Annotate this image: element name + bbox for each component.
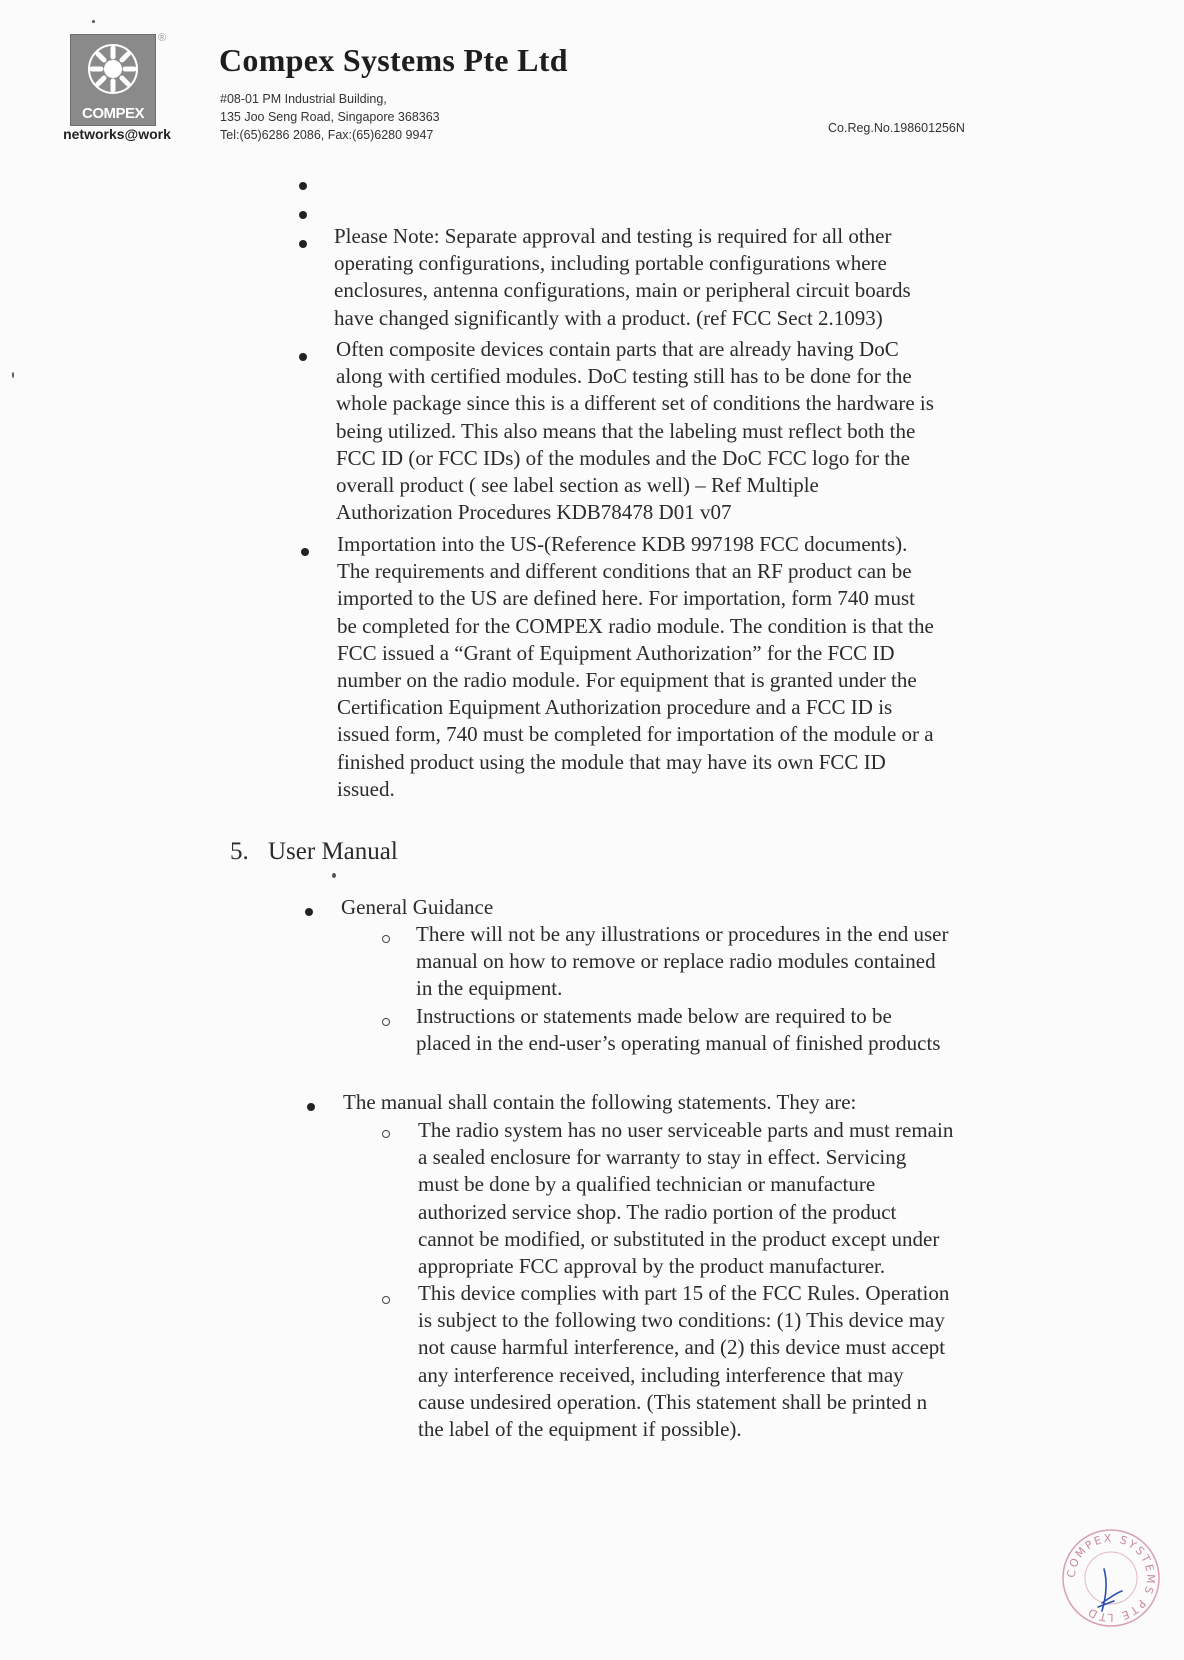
guidance-item-2: Instructions or statements made below are required to be placed in the end-user’s operating manual of finished products — [416, 1004, 941, 1056]
note-paragraph: Please Note: Separate approval and testing is required for all other operating configurations, including portable configurations where enclosures, antenna configurations, main or peripheral circuit boards have changed significantly with a product. (ref FCC Sect 2.1093) — [334, 224, 911, 330]
composite-paragraph: Often composite devices contain parts that are already having DoC along with certified modules. DoC testing still has to be done for the whole package since this is a different set of conditions the hardware is being utilized. This also means that the labeling must reflect both the FCC ID (or FCC IDs) of the modules and the DoC FCC logo for the overall product ( see label section as well) – Ref Multiple Authorization Procedures KDB78478 D01 v07 — [336, 337, 934, 525]
bullet-note — [299, 240, 307, 248]
company-reg-number: Co.Reg.No.198601256N — [828, 121, 965, 135]
logo-word: COMPEX — [81, 105, 144, 122]
registered-mark: ® — [158, 32, 167, 44]
logo-wheel-icon — [71, 35, 155, 105]
bullet-importation — [301, 548, 309, 556]
sub-bullet-statement-1 — [382, 1130, 390, 1138]
statement-item-2: This device complies with part 15 of the FCC Rules. Operation is subject to the following two conditions: (1) This device may not cause harmful interference, and (2) this device must accept any interference received, including interference that may cause undesired operation. (This statement shall be printed n the label of the equipment if possible). — [418, 1281, 950, 1442]
manual-statements-label: The manual shall contain the following statements. They are: — [343, 1090, 857, 1114]
scan-speck — [332, 873, 336, 878]
bullet-general-guidance — [305, 908, 313, 916]
company-name: Compex Systems Pte Ltd — [219, 42, 568, 78]
importation-paragraph: Importation into the US-(Reference KDB 997198 FCC documents). The requirements and different conditions that an RF product can be imported to the US are defined here. For importation, form 740 must be completed for the COMPEX radio module. The condition is that the FCC issued a “Grant of Equipment Authorization” for the FCC ID number on the radio module. For equipment that is granted under the Certification Equipment Authorization procedure and a FCC ID is issued form, 740 must be completed for importation of the module or a finished product using the module that may have its own FCC ID issued. — [337, 532, 934, 801]
sub-bullet-statement-2 — [382, 1296, 390, 1304]
sub-bullet-guidance-2 — [382, 1018, 390, 1026]
address-line-3: Tel:(65)6286 2086, Fax:(65)6280 9947 — [220, 128, 434, 142]
company-address — [220, 90, 440, 144]
address-line-1: #08-01 PM Industrial Building, — [220, 92, 387, 106]
bullet-manual-statements — [307, 1103, 315, 1111]
seal-text: COMPEX SYSTEMS PTE LTD — [1064, 1531, 1158, 1625]
sub-bullet-guidance-1 — [382, 935, 390, 943]
bullet-empty-1 — [299, 182, 307, 190]
section-title: User Manual — [268, 838, 398, 865]
guidance-item-1: There will not be any illustrations or procedures in the end user manual on how to remove or replace radio modules contained in the equipment. — [416, 922, 949, 1001]
bullet-empty-2 — [299, 211, 307, 219]
bullet-composite — [299, 353, 307, 361]
company-seal-stamp — [1058, 1525, 1164, 1631]
scan-speck — [12, 372, 14, 378]
scan-speck — [92, 20, 95, 23]
address-line-2: 135 Joo Seng Road, Singapore 368363 — [220, 110, 440, 124]
logo-box — [70, 34, 156, 126]
section-number: 5. — [230, 838, 249, 865]
svg-text:COMPEX SYSTEMS PTE LTD — [1065, 1532, 1157, 1624]
signature-mark — [1098, 1569, 1122, 1611]
statement-item-1: The radio system has no user serviceable parts and must remain a sealed enclosure for warranty to stay in effect. Servicing must be done by a qualified technician or manufacture authorized service shop. The radio portion of the product cannot be modified, or substituted in the product except under appropriate FCC approval by the product manufacturer. — [418, 1118, 954, 1279]
logo-tagline: networks@work — [63, 126, 171, 142]
general-guidance-label: General Guidance — [341, 895, 494, 919]
section-heading — [230, 838, 398, 866]
